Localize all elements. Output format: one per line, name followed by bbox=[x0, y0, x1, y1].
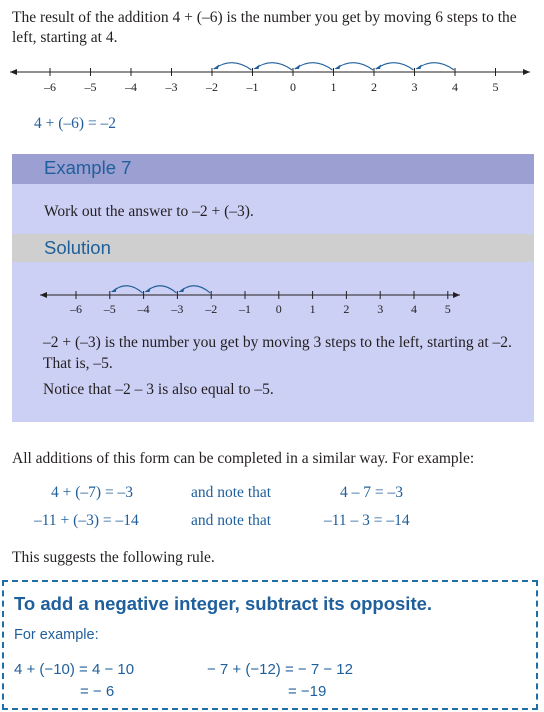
solution-line-jump-arrowhead bbox=[111, 288, 117, 293]
intro-line-tick-label: –6 bbox=[44, 80, 56, 94]
solution-title: Solution bbox=[44, 237, 111, 258]
solution-line-tick-label: –1 bbox=[239, 302, 251, 316]
example-title: Example 7 bbox=[44, 157, 132, 178]
intro-text: The result of the addition 4 + (–6) is the number you get by moving 6 steps to the left, starting at 4. bbox=[12, 9, 517, 46]
example-pairs bbox=[0, 484, 544, 536]
solution-line-jump-arrow bbox=[112, 286, 143, 293]
example-body bbox=[12, 184, 534, 234]
intro-line-jump-arrowhead bbox=[254, 65, 260, 70]
solution-line-tick-label: 0 bbox=[275, 302, 282, 316]
solution-line-left-arrowhead bbox=[40, 292, 47, 298]
pair-1-right: 4 – 7 = –3 bbox=[340, 484, 403, 501]
number-line-intro bbox=[8, 60, 538, 106]
intro-line-tick-label: –2 bbox=[206, 80, 218, 94]
solution-line-tick-label: 3 bbox=[377, 302, 384, 316]
solution-note: Notice that –2 – 3 is also equal to –5. bbox=[43, 381, 274, 398]
intro-line-jump-arrow bbox=[417, 63, 455, 70]
intro-line-jump-arrowhead bbox=[213, 65, 219, 70]
intro-line-tick-label: 3 bbox=[411, 80, 418, 94]
pair-1-middle: and note that bbox=[191, 484, 272, 501]
solution-line-tick-label: –3 bbox=[171, 302, 184, 316]
solution-line-tick-label: 5 bbox=[444, 302, 451, 316]
solution-line-jump-arrowhead bbox=[145, 288, 151, 293]
intro-line-tick-label: –4 bbox=[125, 80, 137, 94]
intro-line-tick-label: 1 bbox=[330, 80, 337, 94]
intro-line-jump-arrowhead bbox=[294, 65, 300, 70]
intro-line-jump-arrow bbox=[214, 63, 252, 70]
intro-line-right-arrowhead bbox=[523, 69, 530, 75]
pair-1-left: 4 + (–7) = –3 bbox=[51, 484, 134, 501]
solution-line-jump-arrowhead bbox=[178, 288, 184, 293]
solution-line-jump-arrow bbox=[179, 286, 210, 293]
intro-result: 4 + (–6) = –2 bbox=[34, 115, 117, 132]
pair-2-middle: and note that bbox=[191, 512, 272, 529]
intro-line-tick-label: 5 bbox=[492, 80, 499, 94]
rule-example-2-line-2: = −19 bbox=[288, 683, 327, 700]
solution-header bbox=[12, 234, 534, 262]
intro-line-left-arrowhead bbox=[10, 69, 17, 75]
intro-line-jump-arrowhead bbox=[416, 65, 422, 70]
intro-line-jump-arrow bbox=[255, 63, 293, 70]
solution-line-tick-label: –6 bbox=[70, 302, 82, 316]
rule-example-1-line-2: = − 6 bbox=[80, 683, 115, 700]
solution-line-tick-label: –5 bbox=[103, 302, 116, 316]
solution-body bbox=[12, 262, 534, 422]
intro-line-tick-label: 2 bbox=[371, 80, 377, 94]
pair-2-right: –11 – 3 = –14 bbox=[324, 512, 410, 529]
intro-line-jump-arrow bbox=[336, 63, 374, 70]
intro-line-tick-label: –5 bbox=[84, 80, 97, 94]
number-line-solution bbox=[38, 284, 468, 330]
solution-line-tick-label: 2 bbox=[343, 302, 350, 316]
rule-heading: To add a negative integer, subtract its opposite. bbox=[14, 593, 433, 614]
example-header bbox=[12, 154, 534, 184]
solution-line-right-arrowhead bbox=[453, 292, 460, 298]
pair-2-left: –11 + (–3) = –14 bbox=[34, 512, 139, 529]
solution-line-tick-label: 4 bbox=[411, 302, 417, 316]
intro-line-tick-label: –1 bbox=[246, 80, 259, 94]
solution-line-tick-label: 1 bbox=[309, 302, 316, 316]
rule-for-example: For example: bbox=[14, 627, 99, 643]
paragraph: All additions of this form can be completed in a similar way. For example: bbox=[12, 450, 475, 467]
rule-box bbox=[2, 580, 538, 710]
intro-line-jump-arrowhead bbox=[335, 65, 341, 70]
rule-example-1-line-1: 4 + (−10) = 4 − 10 bbox=[14, 661, 135, 678]
intro-line-tick-label: 4 bbox=[452, 80, 458, 94]
intro-line-jump-arrowhead bbox=[375, 65, 381, 70]
intro-line-tick-label: 0 bbox=[290, 80, 296, 94]
intro-line-jump-arrow bbox=[295, 63, 333, 70]
solution-line-tick-label: –2 bbox=[205, 302, 218, 316]
intro-line-jump-arrow bbox=[376, 63, 414, 70]
solution-line-tick-label: –4 bbox=[137, 302, 150, 316]
intro-line-tick-label: –3 bbox=[165, 80, 178, 94]
example-question: Work out the answer to –2 + (–3). bbox=[44, 203, 254, 220]
solution-text: –2 + (–3) is the number you get by moving 3 steps to the left, starting at –2. That is, –5. bbox=[43, 334, 512, 372]
solution-line-jump-arrow bbox=[146, 286, 177, 293]
rule-example-2-line-1: − 7 + (−12) = − 7 − 12 bbox=[207, 661, 353, 678]
rule-intro: This suggests the following rule. bbox=[12, 549, 215, 566]
